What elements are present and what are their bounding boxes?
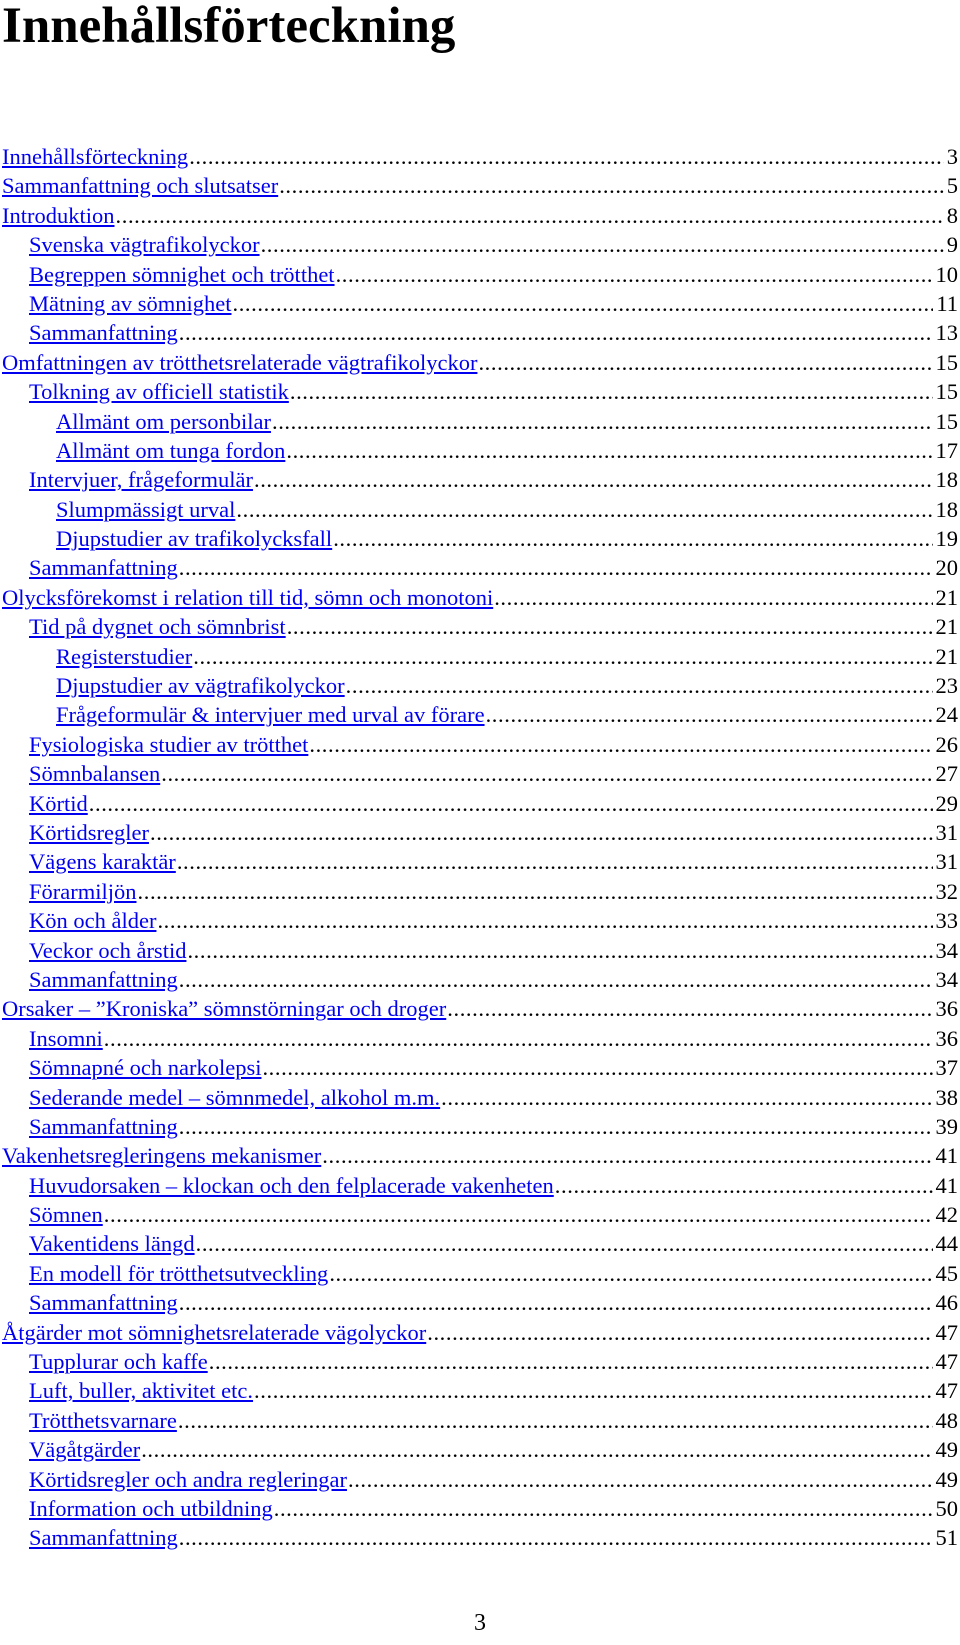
toc-entry-page-number: 17 [935,437,958,463]
toc-dot-leader [179,1112,933,1141]
toc-entry [2,553,958,582]
toc-entry-link[interactable]: Sammanfattning [29,555,178,581]
toc-entry [2,1171,958,1200]
toc-dot-leader [478,348,932,377]
toc-entry-link[interactable]: Djupstudier av vägtrafikolyckor [56,673,345,699]
toc-entry-page-number: 47 [935,1378,958,1404]
toc-entry-link[interactable]: Allmänt om personbilar [56,408,271,434]
toc-dot-leader [286,436,932,465]
toc-entry [2,759,958,788]
toc-dot-leader [261,230,944,259]
toc-dot-leader [193,642,932,671]
toc-entry-page-number: 19 [935,526,958,552]
toc-entry [2,407,958,436]
toc-dot-leader [116,201,944,230]
toc-entry [2,348,958,377]
toc-entry-link[interactable]: Körtid [29,790,88,816]
toc-entry-link[interactable]: Sammanfattning [29,1525,178,1551]
toc-entry-link[interactable]: Tupplurar och kaffe [29,1349,208,1375]
toc-entry-page-number: 3 [946,144,958,169]
toc-entry-page-number: 13 [935,320,958,346]
toc-dot-leader [254,465,933,494]
toc-dot-leader [486,700,933,729]
toc-entry-page-number: 15 [935,408,958,434]
toc-dot-leader [189,142,944,171]
toc-dot-leader [494,583,932,612]
toc-entry [2,936,958,965]
toc-entry-link[interactable]: Sömnapné och narkolepsi [29,1055,262,1081]
toc-entry-page-number: 50 [935,1495,958,1521]
toc-entry-page-number: 23 [935,673,958,699]
toc-entry [2,1523,958,1552]
toc-dot-leader [179,1288,933,1317]
toc-entry [2,1112,958,1141]
toc-entry-link[interactable]: Trötthetsvarnare [29,1407,177,1433]
toc-dot-leader [272,407,933,436]
toc-dot-leader [177,847,933,876]
toc-entry-link[interactable]: Körtidsregler och andra regleringar [29,1466,347,1492]
toc-entry-link[interactable]: Innehållsförteckning [2,144,189,169]
toc-entry [2,877,958,906]
toc-entry-page-number: 31 [935,849,958,875]
toc-entry [2,730,958,759]
toc-dot-leader [287,612,933,641]
toc-entry [2,1259,958,1288]
toc-dot-leader [333,524,932,553]
toc-dot-leader [179,1523,933,1552]
toc-entry [2,1288,958,1317]
toc-entry-page-number: 36 [935,996,958,1022]
toc-entry [2,612,958,641]
toc-entry-link[interactable]: Omfattningen av trötthetsrelaterade vägtrafikolyckor [2,349,478,375]
toc-entry [2,377,958,406]
toc-dot-leader [150,818,933,847]
toc-entry-page-number: 29 [935,790,958,816]
toc-entry [2,1435,958,1464]
toc-entry-link[interactable]: Huvudorsaken – klockan och den felplacerade vakenheten [29,1172,554,1198]
toc-entry-page-number: 32 [935,878,958,904]
toc-entry-link[interactable]: Sederande medel – sömnmedel, alkohol m.m. [29,1084,441,1110]
toc-dot-leader [161,759,932,788]
toc-entry [2,230,958,259]
toc-entry-link[interactable]: Sammanfattning [29,966,178,992]
toc-entry [2,1347,958,1376]
toc-entry-page-number: 15 [935,349,958,375]
toc-dot-leader [555,1171,933,1200]
toc-entry [2,1200,958,1229]
toc-dot-leader [329,1259,932,1288]
toc-entry [2,1053,958,1082]
toc-entry-page-number: 49 [935,1466,958,1492]
toc-entry [2,1318,958,1347]
toc-dot-leader [262,1053,932,1082]
toc-entry-page-number: 47 [935,1319,958,1345]
toc-dot-leader [89,789,933,818]
toc-dot-leader [179,553,933,582]
toc-entry-page-number: 18 [935,496,958,522]
toc-entry-link[interactable]: Fysiologiska studier av trötthet [29,731,309,757]
toc-entry-link[interactable]: Slumpmässigt urval [56,496,236,522]
toc-entry-page-number: 11 [936,290,958,316]
toc-entry-link[interactable]: En modell för trötthetsutveckling [29,1260,329,1286]
toc-dot-leader [232,289,933,318]
toc-entry-link[interactable]: Djupstudier av trafikolycksfall [56,526,333,552]
toc-entry [2,465,958,494]
toc-entry-page-number: 47 [935,1349,958,1375]
toc-entry [2,436,958,465]
toc-dot-leader [141,1435,932,1464]
toc-entry [2,1024,958,1053]
toc-entry-link[interactable]: Sammanfattning [29,1113,178,1139]
toc-entry-link[interactable]: Information och utbildning [29,1495,273,1521]
toc-entry [2,994,958,1023]
toc-entry-page-number: 34 [935,937,958,963]
toc-entry-link[interactable]: Allmänt om tunga fordon [56,437,286,463]
toc-entry-page-number: 24 [935,702,958,728]
toc-entry-link[interactable]: Åtgärder mot sömnighetsrelaterade vägolyckor [2,1319,427,1345]
toc-entry-link[interactable]: Vakentidens längd [29,1231,195,1257]
toc-entry-page-number: 42 [935,1202,958,1228]
toc-entry-link[interactable]: Intervjuer, frågeformulär [29,467,253,493]
toc-entry [2,1229,958,1258]
toc-entry-page-number: 21 [935,643,958,669]
toc-entry [2,201,958,230]
toc-entry [2,965,958,994]
toc-entry [2,524,958,553]
toc-entry-link[interactable]: Registerstudier [56,643,193,669]
toc-entry [2,818,958,847]
toc-entry-page-number: 46 [935,1290,958,1316]
toc-dot-leader [209,1347,933,1376]
toc-entry-page-number: 34 [935,966,958,992]
toc-dot-leader [179,318,933,347]
toc-entry-page-number: 18 [935,467,958,493]
toc-entry-page-number: 33 [935,908,958,934]
toc-entry [2,1083,958,1112]
toc-entry-page-number: 38 [935,1084,958,1110]
toc-dot-leader [279,171,944,200]
toc-entry-page-number: 31 [935,819,958,845]
toc-entry-link[interactable]: Svenska vägtrafikolyckor [29,232,260,258]
toc-entry-page-number: 5 [946,173,958,199]
toc-entry [2,260,958,289]
table-of-contents [2,142,958,1553]
toc-dot-leader [336,260,933,289]
toc-entry-page-number: 9 [946,232,958,258]
toc-entry-link[interactable]: Kön och ålder [29,908,157,934]
toc-entry [2,671,958,700]
toc-dot-leader [290,377,933,406]
toc-dot-leader [447,994,932,1023]
toc-dot-leader [236,495,932,524]
toc-entry-page-number: 8 [946,202,958,228]
toc-entry-page-number: 49 [935,1437,958,1463]
toc-dot-leader [104,1024,933,1053]
toc-entry [2,1406,958,1435]
toc-dot-leader [196,1229,933,1258]
toc-dot-leader [178,1406,933,1435]
toc-entry-page-number: 45 [935,1260,958,1286]
toc-entry-page-number: 15 [935,379,958,405]
toc-entry-page-number: 37 [935,1055,958,1081]
toc-entry-link[interactable]: Begreppen sömnighet och trötthet [29,261,335,287]
toc-dot-leader [309,730,932,759]
toc-entry-link[interactable]: Insomni [29,1025,103,1051]
toc-entry [2,289,958,318]
toc-entry-page-number: 36 [935,1025,958,1051]
toc-entry-page-number: 21 [935,584,958,610]
toc-dot-leader [187,936,932,965]
toc-entry [2,1465,958,1494]
toc-entry-page-number: 48 [935,1407,958,1433]
toc-dot-leader [104,1200,933,1229]
toc-entry [2,142,958,171]
toc-entry-link[interactable]: Luft, buller, aktivitet etc. [29,1378,254,1404]
toc-entry-link[interactable]: Veckor och årstid [29,937,187,963]
toc-entry [2,700,958,729]
toc-entry-link[interactable]: Sammanfattning och slutsatser [2,173,279,199]
toc-entry-link[interactable]: Mätning av sömnighet [29,290,232,316]
toc-dot-leader [322,1141,932,1170]
toc-entry-page-number: 26 [935,731,958,757]
toc-entry-link[interactable]: Körtidsregler [29,819,149,845]
toc-entry [2,847,958,876]
toc-entry-link[interactable]: Sömnbalansen [29,761,161,787]
toc-entry [2,495,958,524]
toc-entry-page-number: 41 [935,1143,958,1169]
toc-entry-page-number: 39 [935,1113,958,1139]
toc-entry [2,642,958,671]
toc-dot-leader [157,906,932,935]
toc-entry [2,1141,958,1170]
toc-entry [2,171,958,200]
toc-entry-page-number: 21 [935,614,958,640]
toc-dot-leader [441,1083,932,1112]
page-number: 3 [474,1610,486,1636]
toc-entry-link[interactable]: Frågeformulär & intervjuer med urval av förare [56,702,485,728]
toc-entry-page-number: 41 [935,1172,958,1198]
page-title: Innehållsförteckning [2,0,456,54]
toc-entry-page-number: 44 [935,1231,958,1257]
toc-entry-page-number: 20 [935,555,958,581]
toc-dot-leader [254,1376,932,1405]
toc-entry-link[interactable]: Vakenhetsregleringens mekanismer [2,1143,322,1169]
toc-entry [2,1494,958,1523]
toc-entry [2,583,958,612]
toc-dot-leader [346,671,933,700]
toc-dot-leader [427,1318,932,1347]
toc-entry-page-number: 10 [935,261,958,287]
toc-entry-page-number: 27 [935,761,958,787]
toc-entry-link[interactable]: Tolkning av officiell statistik [29,379,289,405]
toc-entry-link[interactable]: Olycksförekomst i relation till tid, sömn och monotoni [2,584,494,610]
toc-entry-link[interactable]: Vägens karaktär [29,849,176,875]
toc-entry-link[interactable]: Sömnen [29,1202,103,1228]
toc-dot-leader [348,1465,933,1494]
toc-entry [2,318,958,347]
toc-entry-link[interactable]: Introduktion [2,202,115,228]
toc-entry-link[interactable]: Sammanfattning [29,320,178,346]
toc-entry-link[interactable]: Tid på dygnet och sömnbrist [29,614,286,640]
toc-entry [2,906,958,935]
toc-entry-link[interactable]: Vägåtgärder [29,1437,141,1463]
toc-entry-page-number: 51 [935,1525,958,1551]
toc-entry [2,789,958,818]
toc-entry-link[interactable]: Förarmiljön [29,878,137,904]
toc-dot-leader [274,1494,933,1523]
toc-dot-leader [179,965,933,994]
toc-entry [2,1376,958,1405]
toc-dot-leader [138,877,933,906]
toc-entry-link[interactable]: Sammanfattning [29,1290,178,1316]
toc-entry-link[interactable]: Orsaker – ”Kroniska” sömnstörningar och droger [2,996,447,1022]
